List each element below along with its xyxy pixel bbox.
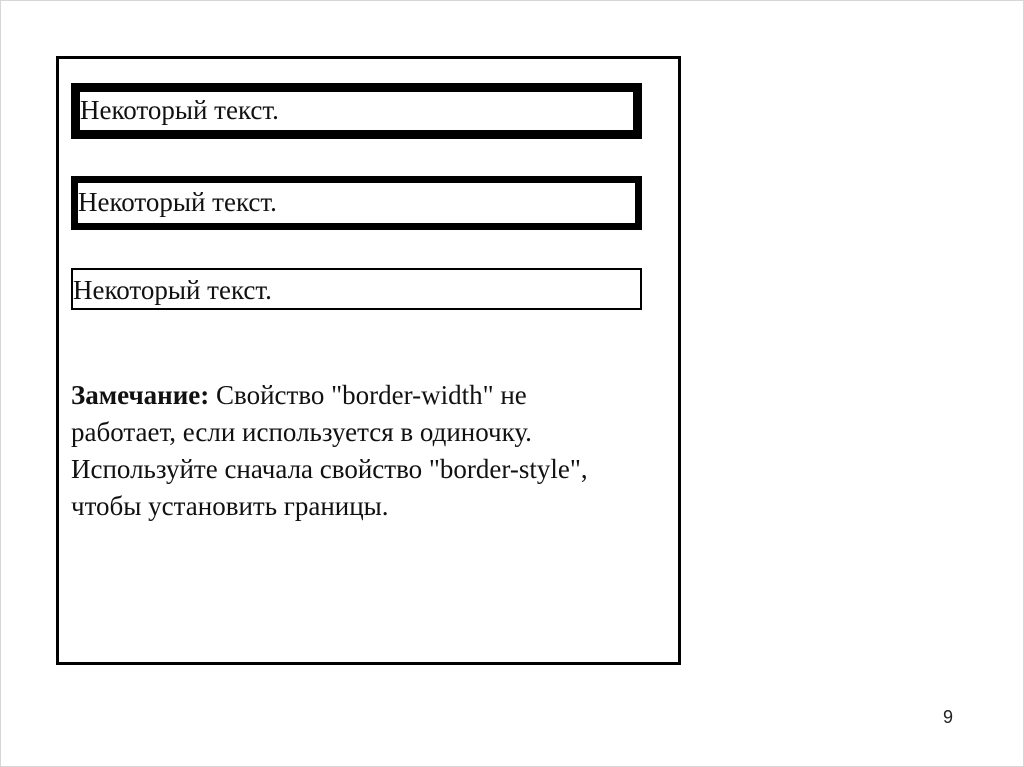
thin-border-box: Некоторый текст. (71, 268, 642, 310)
note-paragraph (71, 377, 619, 525)
note-text: Свойство "border-width" не работает, если используется в одиночку. Используйте сначала свойство "border-style", чтобы установить границы. (71, 380, 588, 521)
page-number: 9 (943, 707, 954, 727)
note-label: Замечание: (71, 380, 210, 410)
medium-border-box: Некоторый текст. (71, 176, 642, 230)
demo-window (56, 56, 681, 665)
thick-border-box: Некоторый текст. (71, 83, 642, 139)
